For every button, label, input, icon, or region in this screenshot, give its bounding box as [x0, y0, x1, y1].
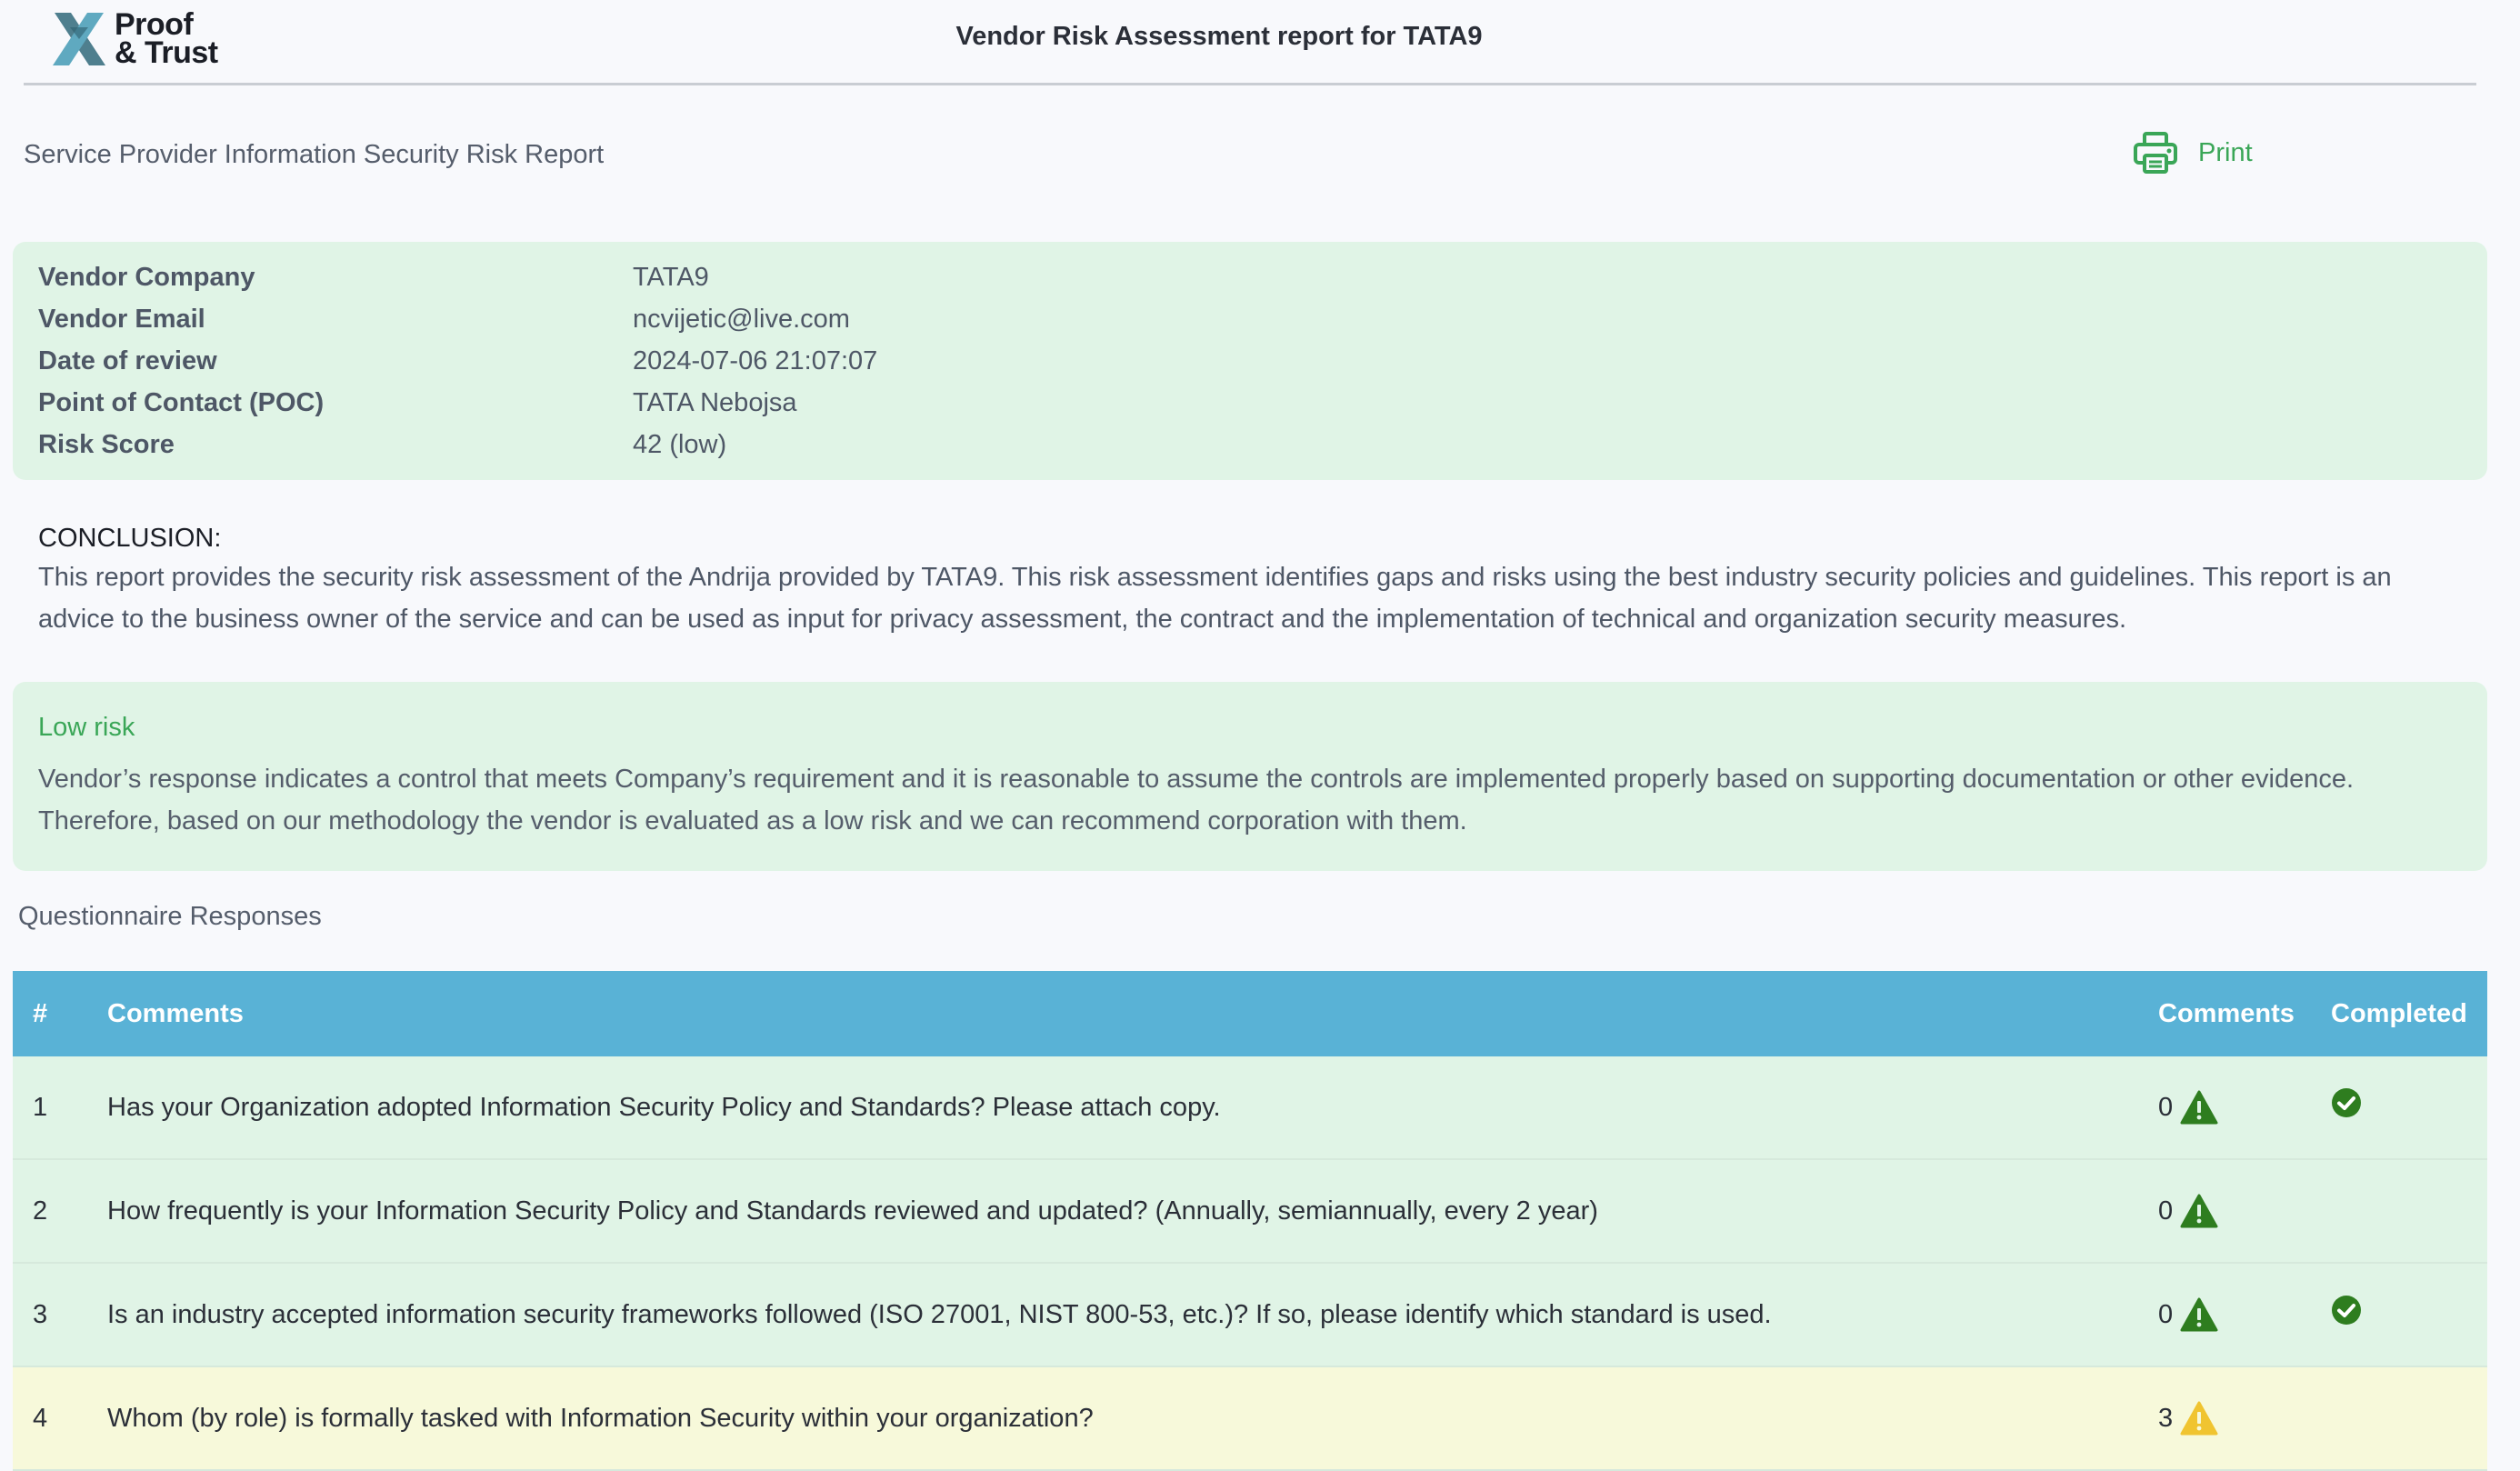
table-row[interactable] [13, 1264, 2487, 1367]
check-circle-icon [2331, 1087, 2362, 1118]
info-row [13, 424, 2487, 465]
comment-count: 0 [2158, 1196, 2174, 1226]
warning-icon[interactable] [2180, 1297, 2218, 1332]
row-comments[interactable] [2158, 1090, 2331, 1125]
questionnaire-table [13, 971, 2487, 1471]
column-header-comments[interactable]: Comments [2158, 998, 2295, 1028]
row-number: 4 [33, 1403, 48, 1433]
vendor-email-label: Vendor Email [38, 304, 205, 334]
row-number: 2 [33, 1196, 48, 1226]
row-comments[interactable] [2158, 1194, 2331, 1228]
conclusion-section [38, 520, 2456, 640]
printer-icon [2133, 131, 2178, 175]
row-question: Is an industry accepted information security frameworks followed (ISO 27001, NIST 800-53, etc.)? If so, please identify which standard is used. [107, 1299, 1772, 1329]
row-completed [2331, 1304, 2487, 1326]
comment-count: 3 [2158, 1403, 2174, 1433]
row-completed [2331, 1096, 2487, 1118]
column-header-number[interactable]: # [33, 998, 48, 1028]
vendor-company-value: TATA9 [633, 262, 709, 292]
info-row [13, 340, 2487, 382]
risk-level-banner [13, 682, 2487, 871]
conclusion-text: This report provides the security risk assessment of the Andrija provided by TATA9. This risk assessment identifies gaps and risks using the best industry security policies and guidelines. This report is an advice to the business owner of the service and can be used as input for privacy assessment, the contract and the implementation of technical and organization security measures. [38, 563, 2392, 634]
comment-count: 0 [2158, 1092, 2174, 1122]
logo-line-2: & Trust [115, 35, 218, 70]
comment-count: 0 [2158, 1299, 2174, 1329]
row-question: How frequently is your Information Security Policy and Standards reviewed and updated? (Annually, semiannually, every 2 year) [107, 1196, 1598, 1226]
poc-value: TATA Nebojsa [633, 387, 797, 417]
warning-icon[interactable] [2180, 1194, 2218, 1228]
conclusion-title: CONCLUSION: [38, 524, 222, 553]
poc-label: Point of Contact (POC) [38, 387, 325, 417]
vendor-company-label: Vendor Company [38, 262, 255, 292]
vendor-email-value: ncvijetic@live.com [633, 304, 850, 334]
warning-icon[interactable] [2180, 1401, 2218, 1436]
risk-score-label: Risk Score [38, 429, 175, 459]
review-date-value: 2024-07-06 21:07:07 [633, 345, 878, 375]
risk-level-description: Vendor’s response indicates a control that meets Company’s requirement and it is reasonable to assume the controls are implemented properly based on supporting documentation or other evidence. Therefore, based on our methodology the vendor is evaluated as a low risk and we can recommend corporation with them. [38, 765, 2355, 836]
page-title: Vendor Risk Assessment report for TATA9 [955, 22, 1483, 51]
info-row [13, 256, 2487, 298]
table-row[interactable] [13, 1056, 2487, 1160]
column-header-question[interactable]: Comments [107, 998, 244, 1028]
report-subtitle: Service Provider Information Security Risk Report [24, 140, 605, 169]
page-header [24, 0, 2476, 85]
row-comments[interactable] [2158, 1401, 2331, 1436]
risk-level-title: Low risk [38, 713, 135, 742]
print-label: Print [2198, 137, 2253, 167]
info-row [13, 382, 2487, 424]
risk-score-value: 42 (low) [633, 429, 727, 459]
row-comments[interactable] [2158, 1297, 2331, 1332]
vendor-info-panel [13, 242, 2487, 480]
warning-icon[interactable] [2180, 1090, 2218, 1125]
column-header-completed[interactable]: Completed [2331, 998, 2467, 1028]
row-question: Whom (by role) is formally tasked with Information Security within your organization? [107, 1403, 1094, 1433]
table-header [13, 971, 2487, 1056]
row-question: Has your Organization adopted Information Security Policy and Standards? Please attach copy. [107, 1092, 1221, 1122]
review-date-label: Date of review [38, 345, 217, 375]
table-row[interactable] [13, 1160, 2487, 1264]
questionnaire-heading: Questionnaire Responses [18, 902, 322, 931]
check-circle-icon [2331, 1295, 2362, 1326]
info-row [13, 298, 2487, 340]
table-row[interactable] [13, 1367, 2487, 1471]
logo-line-1: Proof [115, 7, 194, 42]
print-button[interactable] [2133, 131, 2253, 175]
row-number: 3 [33, 1299, 48, 1329]
row-number: 1 [33, 1092, 48, 1122]
